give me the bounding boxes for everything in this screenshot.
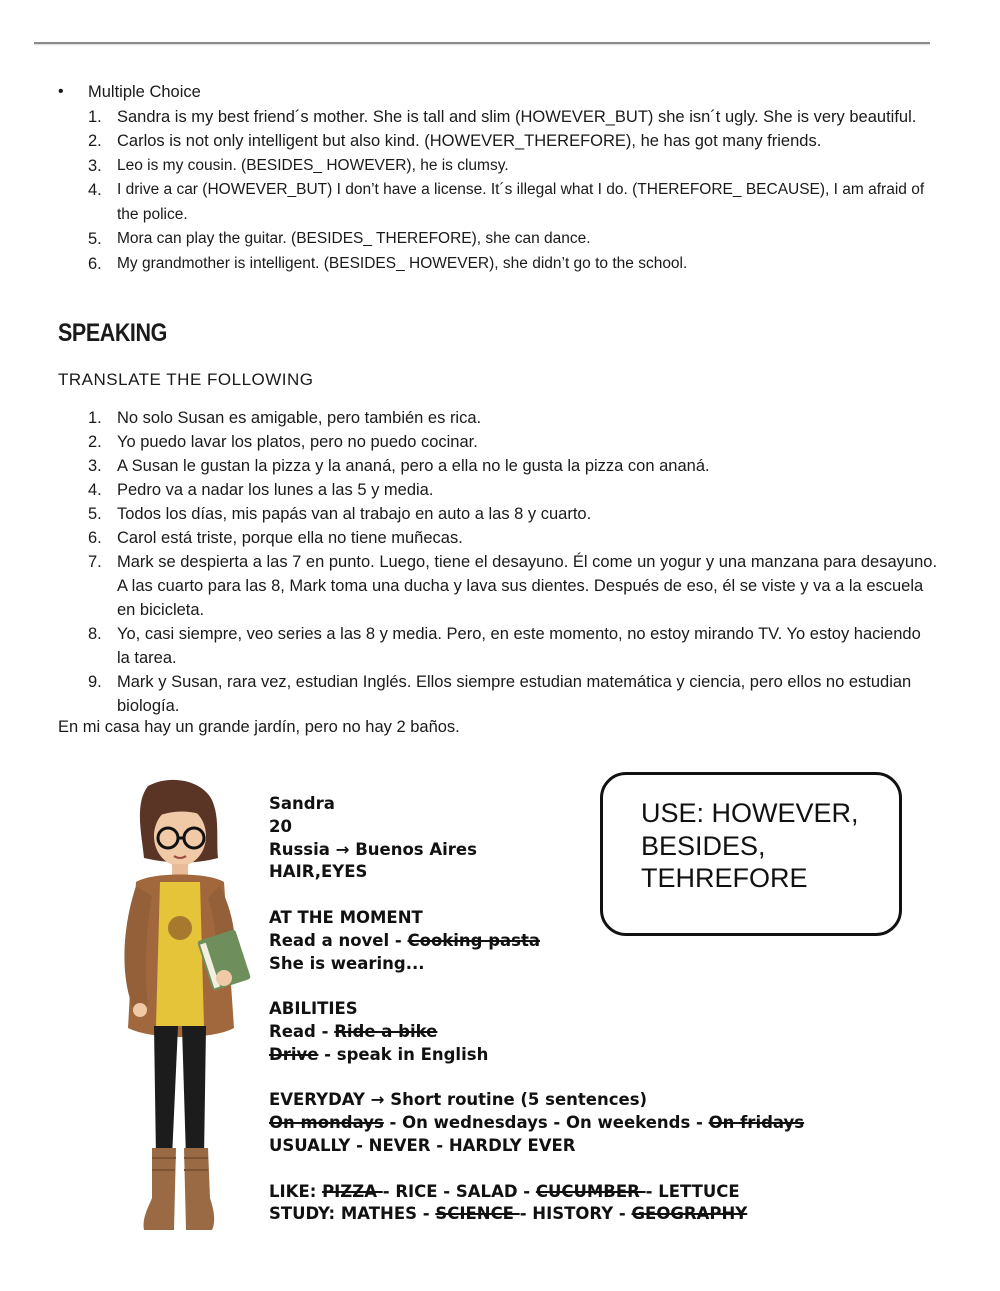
list-item: 2. Carlos is not only intelligent but also kind. (HOWEVER_THEREFORE), he has got many friends. <box>88 132 822 150</box>
profile-name: Sandra <box>269 794 335 813</box>
abilities-line-1: Read - Ride a bike <box>269 1021 438 1041</box>
list-item: 8. Yo, casi siempre, veo series a las 8 y media. Pero, en este momento, no estoy mirando TV. Yo estoy haciendo la tarea. <box>88 625 921 667</box>
at-moment-heading: AT THE MOMENT <box>269 907 423 927</box>
list-item: 5. Mora can play the guitar. (BESIDES_ THEREFORE), she can dance. <box>88 230 591 248</box>
struck-ability: Ride a bike <box>334 1021 438 1041</box>
list-item: 4. I drive a car (HOWEVER_BUT) I don’t have a license. It´s illegal what I do. (THEREFORE_ BECAUSE), I am afraid of the police. <box>88 181 925 223</box>
profile-age: 20 <box>269 816 292 836</box>
multiple-choice-section <box>58 80 938 276</box>
days-line: On mondays - On wednesdays - On weekends - On fridays <box>269 1113 805 1133</box>
everyday-heading: EVERYDAY → Short routine (5 sentences) <box>269 1090 648 1110</box>
top-divider-line <box>34 42 930 44</box>
extra-translate-line: En mi casa hay un grande jardín, pero no hay 2 baños. <box>58 718 460 736</box>
abilities-heading: ABILITIES <box>269 999 358 1019</box>
list-item: 7. Mark se despierta a las 7 en punto. Luego, tiene el desayuno. Él come un yogur y una manzana para desayuno. A las cuarto para las 8, Mark toma una ducha y lava sus dientes. Después de eso, él se viste y va a la escuela en bicicleta. <box>88 553 938 619</box>
list-item: 1. Sandra is my best friend´s mother. She is tall and slim (HOWEVER_BUT) she isn´t ugly. She is very beautiful. <box>88 107 917 126</box>
speaking-heading: SPEAKING <box>58 319 167 347</box>
list-item: 6. My grandmother is intelligent. (BESIDES_ HOWEVER), she didn’t go to the school. <box>88 254 688 273</box>
like-line: LIKE: PIZZA - RICE - SALAD - CUCUMBER - LETTUCE <box>269 1181 740 1201</box>
frequency-line: USUALLY - NEVER - HARDLY EVER <box>269 1135 576 1155</box>
profile-features: HAIR,EYES <box>269 862 368 882</box>
list-item: 5. Todos los días, mis papás van al trabajo en auto a las 8 y cuarto. <box>88 505 592 523</box>
translate-list <box>58 406 938 718</box>
translate-section <box>58 406 938 718</box>
wearing-line: She is wearing... <box>269 953 425 973</box>
profile-origin: Russia → Buenos Aires <box>269 839 477 859</box>
list-item: 2. Yo puedo lavar los platos, pero no puedo cocinar. <box>88 433 478 451</box>
list-item: 6. Carol está triste, porque ella no tiene muñecas. <box>88 529 463 547</box>
struck-activity: Cooking pasta <box>407 930 540 950</box>
at-moment-activities: Read a novel - Cooking pasta <box>269 930 540 950</box>
list-item: 9. Mark y Susan, rara vez, estudian Inglés. Ellos siempre estudian matemática y ciencia, pero ellos no estudian biología. <box>88 673 912 715</box>
list-item: 3. Leo is my cousin. (BESIDES_ HOWEVER), he is clumsy. <box>88 156 509 175</box>
list-item: 1. No solo Susan es amigable, pero también es rica. <box>88 409 482 427</box>
list-item: 4. Pedro va a nadar los lunes a las 5 y media. <box>88 481 434 499</box>
connectors-text: USE: HOWEVER, BESIDES, TEHREFORE <box>641 798 859 893</box>
girl-illustration <box>100 778 270 1233</box>
multiple-choice-list <box>58 105 938 277</box>
list-item: 3. A Susan le gustan la pizza y la ananá, pero a ella no le gusta la pizza con ananá. <box>88 457 710 475</box>
abilities-line-2: Drive - speak in English <box>269 1044 489 1064</box>
multiple-choice-heading: • Multiple Choice <box>58 80 938 105</box>
translate-subheading: TRANSLATE THE FOLLOWING <box>58 370 314 389</box>
struck-ability: Drive <box>269 1044 319 1064</box>
study-line: STUDY: MATHES - SCIENCE - HISTORY - GEOGRAPHY <box>269 1204 748 1224</box>
connectors-box <box>600 772 902 936</box>
